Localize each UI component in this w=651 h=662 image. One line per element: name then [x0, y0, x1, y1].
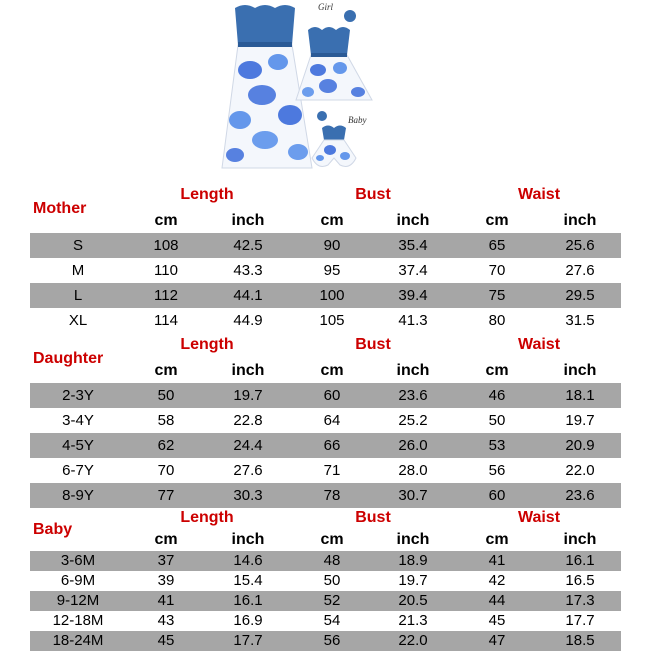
table-row [30, 631, 621, 651]
value-cell: 41 [157, 592, 175, 609]
value-cell: 27.6 [233, 462, 263, 479]
value-cell: 39.4 [398, 287, 428, 304]
measure-group-title: Bust [355, 509, 391, 526]
measure-group-title: Waist [517, 186, 561, 203]
value-cell: 26.0 [398, 437, 428, 454]
value-cell: 114 [154, 312, 178, 329]
value-cell: 37 [157, 552, 175, 569]
table-row [30, 383, 621, 408]
value-cell: 71 [323, 462, 341, 479]
value-cell: 17.7 [233, 632, 263, 649]
value-cell: 23.6 [565, 487, 595, 504]
unit-header: inch [396, 362, 430, 379]
measure-group-title: Length [180, 336, 234, 353]
unit-header: inch [396, 531, 430, 548]
value-cell: 65 [488, 237, 506, 254]
value-cell: 56 [488, 462, 506, 479]
table-row [30, 308, 621, 333]
value-cell: 30.3 [233, 487, 263, 504]
unit-header: inch [563, 362, 597, 379]
value-cell: 22.0 [398, 632, 428, 649]
value-cell: 78 [323, 487, 341, 504]
baby-romper-illustration [312, 126, 356, 167]
value-cell: 29.5 [565, 287, 595, 304]
value-cell: 18.9 [398, 552, 428, 569]
value-cell: 45 [488, 612, 506, 629]
value-cell: 46 [488, 387, 506, 404]
measure-group-title: Length [180, 186, 234, 203]
value-cell: 66 [323, 437, 341, 454]
baby-tag: Baby [348, 115, 367, 125]
size-cell: 12-18M [52, 612, 104, 629]
value-cell: 80 [488, 312, 506, 329]
value-cell: 50 [323, 572, 341, 589]
value-cell: 108 [153, 237, 179, 254]
size-cell: 8-9Y [62, 487, 94, 504]
mother-dress-illustration [222, 5, 312, 168]
value-cell: 47 [488, 632, 506, 649]
value-cell: 18.1 [565, 387, 595, 404]
table-row [30, 258, 621, 283]
value-cell: 58 [157, 412, 175, 429]
unit-header: inch [563, 212, 597, 229]
value-cell: 43.3 [233, 262, 263, 279]
measure-group-title: Bust [355, 186, 391, 203]
value-cell: 19.7 [233, 387, 263, 404]
value-cell: 24.4 [233, 437, 263, 454]
value-cell: 22.8 [233, 412, 263, 429]
value-cell: 42 [488, 572, 506, 589]
value-cell: 50 [157, 387, 175, 404]
size-cell: XL [68, 312, 88, 329]
unit-header: cm [154, 212, 178, 229]
value-cell: 56 [323, 632, 341, 649]
value-cell: 90 [323, 237, 341, 254]
unit-header: inch [231, 212, 265, 229]
measure-group-title: Waist [517, 336, 561, 353]
unit-header: cm [154, 362, 178, 379]
value-cell: 95 [323, 262, 341, 279]
value-cell: 37.4 [398, 262, 428, 279]
value-cell: 28.0 [398, 462, 428, 479]
table-row [30, 458, 621, 483]
value-cell: 19.7 [398, 572, 428, 589]
unit-header: inch [231, 531, 265, 548]
value-cell: 42.5 [233, 237, 263, 254]
value-cell: 14.6 [233, 552, 263, 569]
value-cell: 21.3 [398, 612, 428, 629]
size-cell: L [73, 287, 83, 304]
girl-headband-bow [344, 10, 356, 22]
value-cell: 20.5 [398, 592, 428, 609]
unit-header: cm [154, 531, 178, 548]
value-cell: 45 [157, 632, 175, 649]
size-cell: 3-4Y [62, 412, 94, 429]
size-cell: 6-7Y [62, 462, 94, 479]
value-cell: 16.1 [565, 552, 595, 569]
size-cell: 9-12M [56, 592, 100, 609]
table-row [30, 233, 621, 258]
value-cell: 64 [323, 412, 341, 429]
value-cell: 62 [157, 437, 175, 454]
unit-header: cm [485, 212, 509, 229]
value-cell: 100 [319, 287, 345, 304]
measure-group-title: Bust [355, 336, 391, 353]
unit-header: cm [320, 362, 344, 379]
value-cell: 75 [488, 287, 506, 304]
daughter-dress-illustration [296, 27, 372, 100]
value-cell: 53 [488, 437, 506, 454]
unit-header: cm [485, 531, 509, 548]
unit-header: inch [563, 531, 597, 548]
value-cell: 70 [488, 262, 506, 279]
value-cell: 20.9 [565, 437, 595, 454]
value-cell: 25.2 [398, 412, 428, 429]
section-title: Mother [33, 200, 87, 217]
value-cell: 110 [154, 262, 178, 279]
unit-header: cm [320, 531, 344, 548]
value-cell: 35.4 [398, 237, 428, 254]
value-cell: 60 [488, 487, 506, 504]
value-cell: 54 [323, 612, 341, 629]
girl-tag: Girl [318, 2, 334, 12]
value-cell: 60 [323, 387, 341, 404]
size-cell: 3-6M [60, 552, 96, 569]
value-cell: 44.1 [233, 287, 263, 304]
measure-group-title: Length [180, 509, 234, 526]
baby-headband-bow [317, 111, 327, 121]
section-title: Baby [33, 521, 73, 538]
value-cell: 43 [157, 612, 175, 629]
size-cell: 6-9M [60, 572, 96, 589]
unit-header: cm [320, 212, 344, 229]
size-cell: 2-3Y [62, 387, 94, 404]
size-cell: 4-5Y [62, 437, 94, 454]
unit-header: inch [396, 212, 430, 229]
measure-group-title: Waist [517, 509, 561, 526]
value-cell: 52 [323, 592, 341, 609]
size-cell: S [72, 237, 83, 254]
value-cell: 27.6 [565, 262, 595, 279]
value-cell: 15.4 [233, 572, 263, 589]
value-cell: 19.7 [565, 412, 595, 429]
value-cell: 77 [157, 487, 175, 504]
product-photo [200, 0, 390, 175]
value-cell: 16.1 [233, 592, 263, 609]
unit-header: cm [485, 362, 509, 379]
value-cell: 16.5 [565, 572, 595, 589]
size-cell: 18-24M [52, 632, 104, 649]
table-row [30, 571, 621, 591]
table-row [30, 483, 621, 508]
table-row [30, 433, 621, 458]
table-row [30, 591, 621, 611]
value-cell: 48 [323, 552, 341, 569]
value-cell: 16.9 [233, 612, 263, 629]
value-cell: 44.9 [233, 312, 263, 329]
value-cell: 18.5 [565, 632, 595, 649]
unit-header: inch [231, 362, 265, 379]
table-row [30, 408, 621, 433]
table-row [30, 611, 621, 631]
value-cell: 30.7 [398, 487, 428, 504]
value-cell: 41 [488, 552, 506, 569]
value-cell: 70 [157, 462, 175, 479]
value-cell: 25.6 [565, 237, 595, 254]
value-cell: 105 [319, 312, 345, 329]
value-cell: 41.3 [398, 312, 428, 329]
table-row [30, 551, 621, 571]
value-cell: 44 [488, 592, 506, 609]
value-cell: 112 [154, 287, 178, 304]
value-cell: 50 [488, 412, 506, 429]
value-cell: 17.7 [565, 612, 595, 629]
value-cell: 23.6 [398, 387, 428, 404]
value-cell: 31.5 [565, 312, 595, 329]
value-cell: 17.3 [565, 592, 595, 609]
section-title: Daughter [33, 350, 104, 367]
value-cell: 39 [157, 572, 175, 589]
size-cell: M [71, 262, 85, 279]
value-cell: 22.0 [565, 462, 595, 479]
table-row [30, 283, 621, 308]
